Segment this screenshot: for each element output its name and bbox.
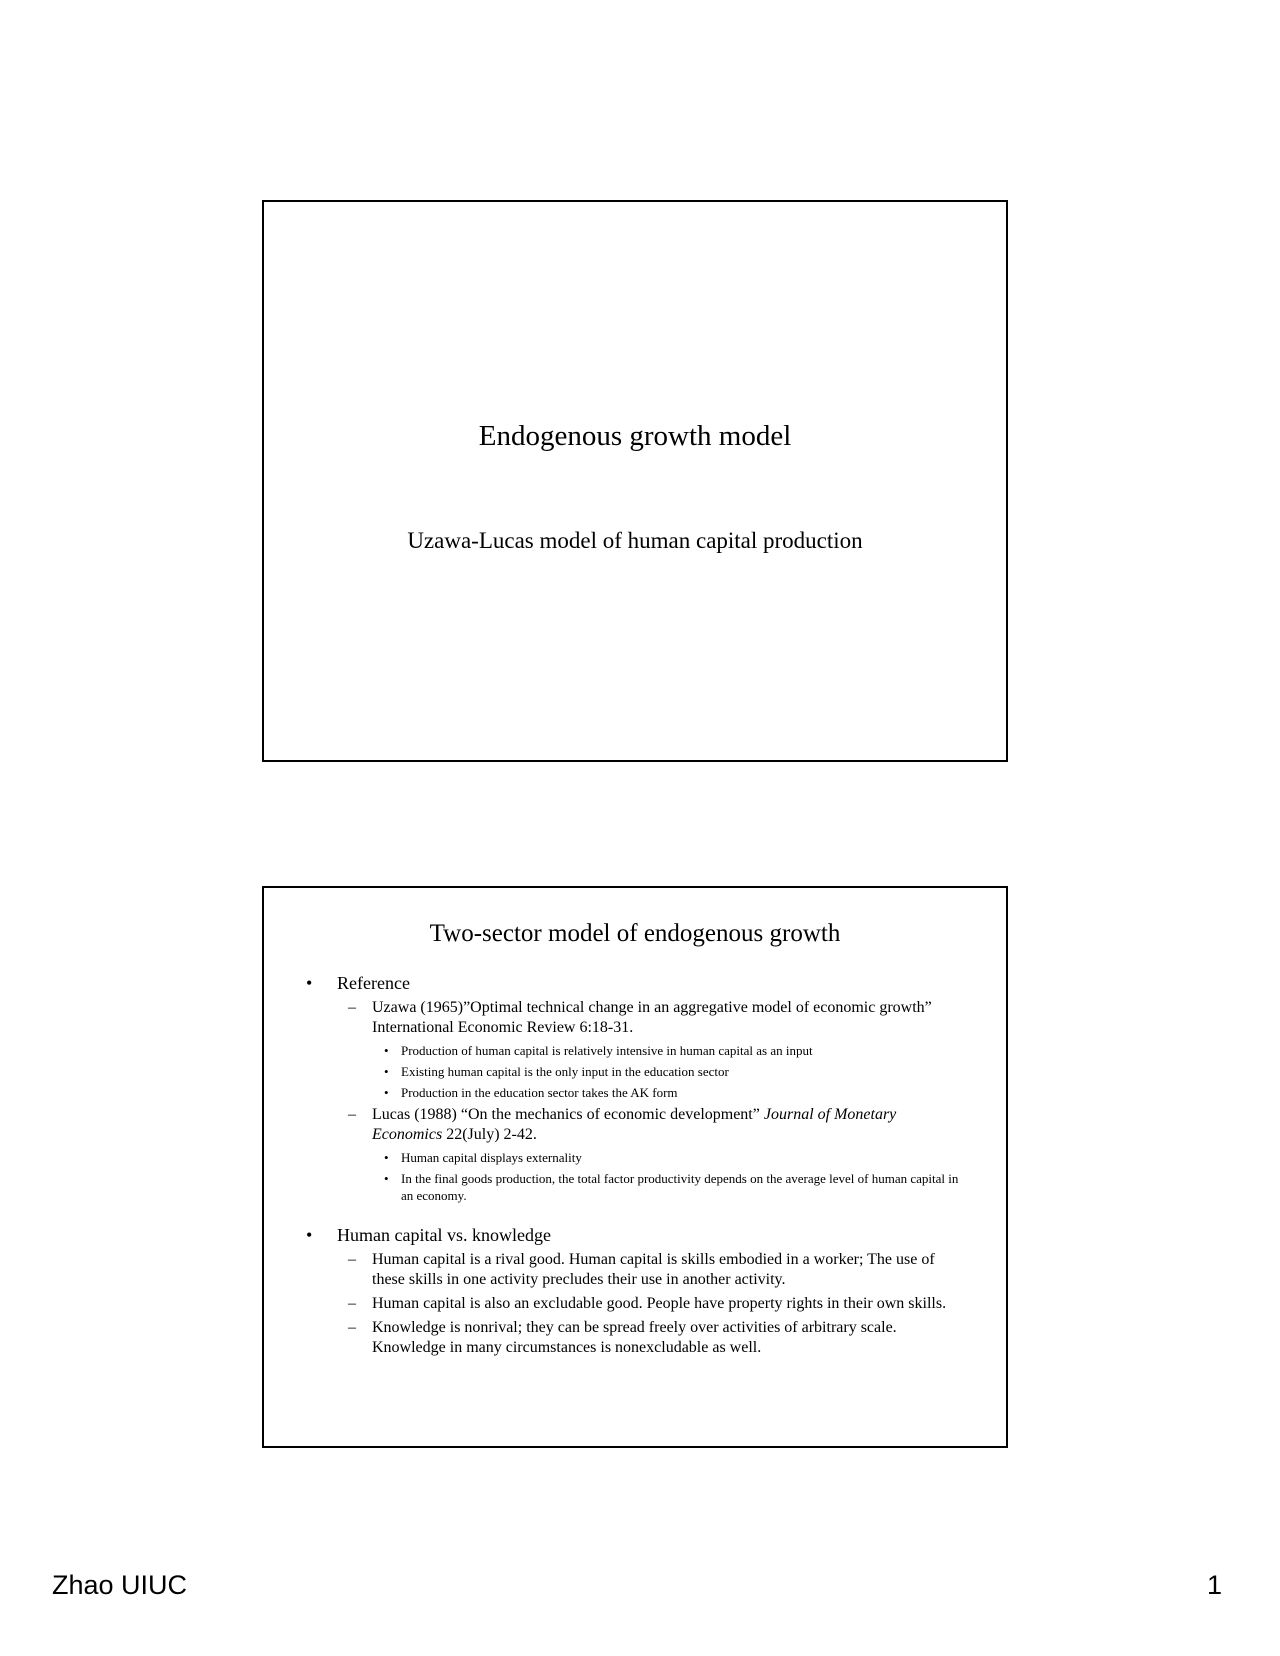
lucas-point: In the final goods production, the total factor productivity depends on the average level of human capital in an economy. [401, 1171, 959, 1203]
footer-author: Zhao UIUC [52, 1570, 188, 1600]
bullet-icon: • [306, 973, 313, 993]
list-item [384, 1042, 966, 1059]
slide-2 [262, 886, 1008, 1448]
uzawa-point: Existing human capital is the only input in the education sector [401, 1064, 729, 1079]
list-item [384, 1170, 966, 1204]
bullet-icon: • [384, 1171, 389, 1186]
slide-1 [262, 200, 1008, 762]
lucas-citation: 22(July) 2-42. [446, 1126, 537, 1143]
list-item [384, 1084, 966, 1101]
dash-icon: – [348, 1295, 356, 1312]
human-capital-point: Human capital is also an excludable good. People have property rights in their own skills. [372, 1295, 947, 1312]
dash-icon: – [348, 999, 356, 1016]
bullet-icon: • [384, 1064, 389, 1079]
reference-item [306, 972, 966, 994]
human-capital-point: Knowledge is nonrival; they can be spread freely over activities of arbitrary scale. Knowledge in many circumstances is nonexcludable as well. [372, 1319, 897, 1356]
dash-icon: – [348, 1251, 356, 1268]
dash-icon: – [348, 1319, 356, 1336]
bullet-icon: • [384, 1043, 389, 1058]
page-number: 1 [1206, 1570, 1222, 1600]
uzawa-point: Production of human capital is relatively intensive in human capital as an input [401, 1043, 813, 1058]
uzawa-point: Production in the education sector takes the AK form [401, 1085, 678, 1100]
reference-label: Reference [337, 973, 410, 993]
lucas-point: Human capital displays externality [401, 1150, 582, 1165]
list-item [384, 1149, 966, 1166]
slide-2-content [306, 972, 966, 1358]
lucas-reference [348, 1105, 966, 1145]
bullet-icon: • [306, 1225, 313, 1245]
bullet-icon: • [384, 1085, 389, 1100]
human-capital-item [306, 1224, 966, 1246]
slide-2-title: Two-sector model of endogenous growth [429, 920, 841, 947]
spacer [306, 1204, 966, 1224]
list-item [348, 1294, 966, 1314]
uzawa-reference-text: Uzawa (1965)”Optimal technical change in an aggregative model of economic growth” International Economic Review 6:18-31. [372, 999, 932, 1036]
slide-1-subtitle: Uzawa-Lucas model of human capital production [407, 528, 863, 553]
lucas-reference-text: Lucas (1988) “On the mechanics of economic development” [372, 1106, 760, 1123]
uzawa-reference [348, 998, 966, 1038]
slide-1-title: Endogenous growth model [478, 420, 792, 452]
human-capital-label: Human capital vs. knowledge [337, 1225, 551, 1245]
lucas-journal: Journal of Monetary Economics [372, 1106, 897, 1143]
human-capital-point: Human capital is a rival good. Human capital is skills embodied in a worker; The use of these skills in one activity precludes their use in another activity. [372, 1251, 935, 1288]
list-item [384, 1063, 966, 1080]
list-item [348, 1250, 966, 1290]
list-item [348, 1318, 966, 1358]
bullet-icon: • [384, 1150, 389, 1165]
dash-icon: – [348, 1106, 356, 1123]
